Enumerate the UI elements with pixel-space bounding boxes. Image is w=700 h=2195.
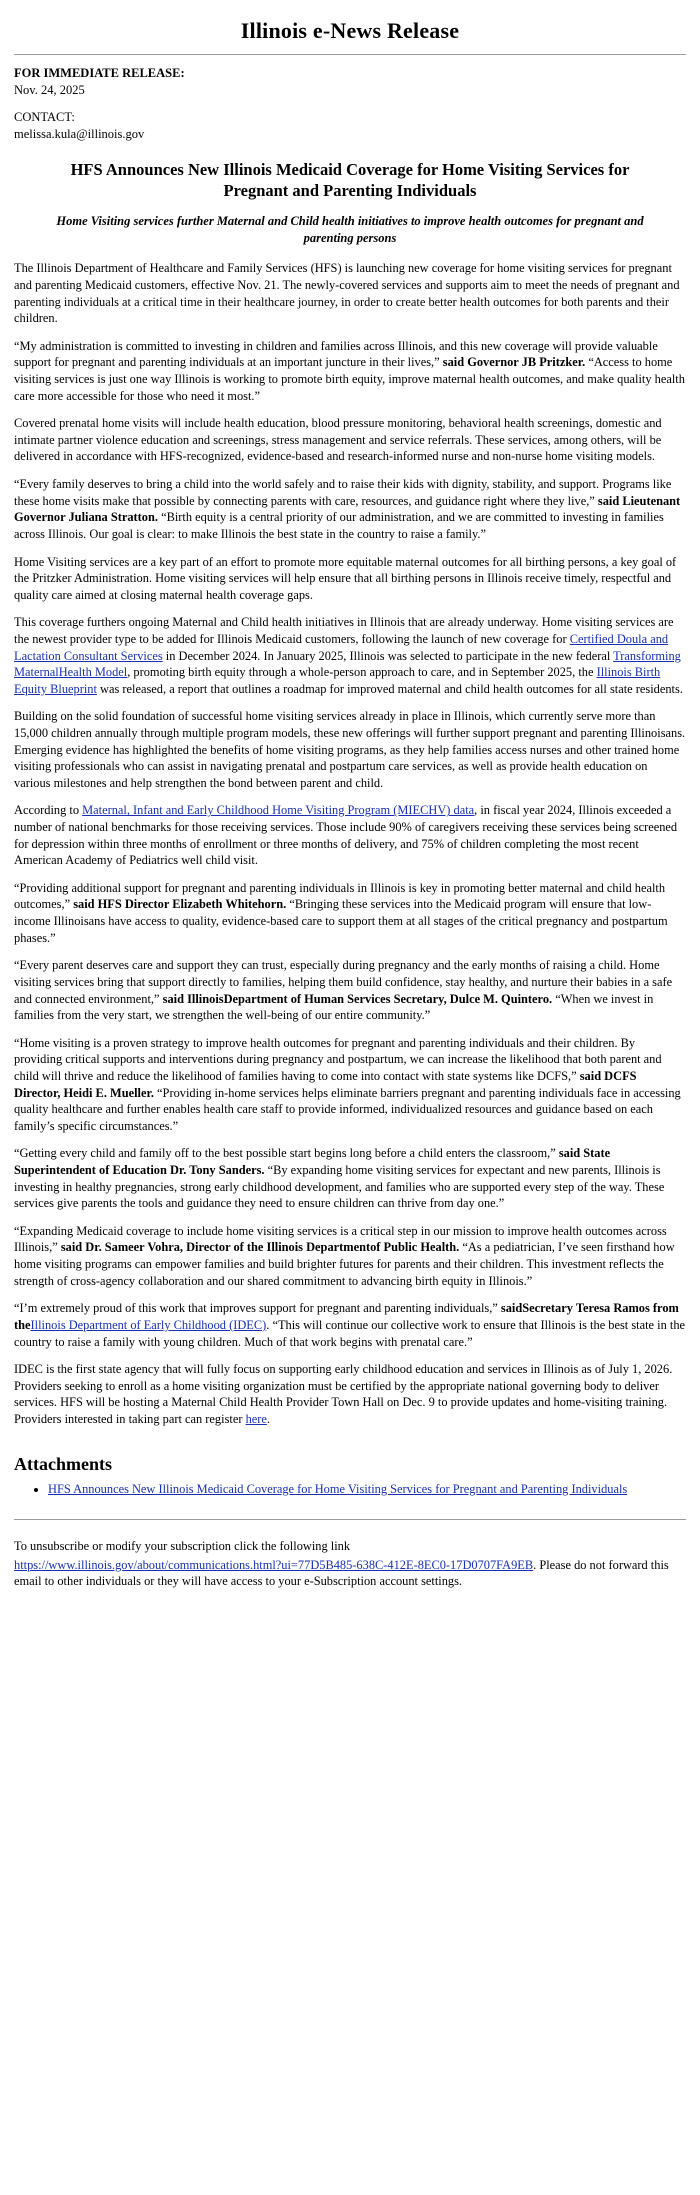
link-doula-lactation-services[interactable]: Certified Doula and Lactation Consultant Services xyxy=(14,631,669,663)
quote-text-mueller-part2: “Providing in-home services helps eliminate barriers pregnant and parenting individuals face in accessing quality healthcare and further enables health care staff to provide informed, individualized resources and guidance based on each family’s specific circumstances.” xyxy=(14,1085,681,1133)
release-date: Nov. 24, 2025 xyxy=(14,82,85,97)
quote-text-whitehorn-part2: “Bringing these services into the Medicaid program will ensure that low-income Illinoisans have access to quality, evidence-based care to support them at all stages of the critical pregnancy and postpartum phases.” xyxy=(14,897,668,945)
text-initiatives-part1: This coverage furthers ongoing Maternal and Child health initiatives in Illinois that are already underway. Home visiting services are the newest provider type to be added for Illinois Medicaid customers, following the launch of new coverage for xyxy=(14,615,674,646)
quote-text-ramos-part1: “I’m extremely proud of this work that improves support for pregnant and parenting individuals,” xyxy=(14,1301,501,1316)
paragraph-foundation: Building on the solid foundation of successful home visiting services already in place in Illinois, which currently serve more than 15,000 children annually through multiple program models, these new offerings will further support pregnant and parenting Illinoisans. Emerging evidence has highlighted the benefits of home visiting programs, as they help families access nurses and other trained home visiting professionals who can assist in navigating prenatal and postpartum care services, as well as provide health education on various milestones and help strengthen the bond between parent and child. xyxy=(14,709,686,790)
footer-divider xyxy=(14,1519,686,1520)
link-register-here[interactable]: here xyxy=(245,1411,267,1426)
text-provider-part1: Providers seeking to enroll as a home visiting organization must be certified by the appropriate national governing body to deliver services. HFS will be hosting a Maternal Child Health Provider Town Hall on Dec. 9 to provide updates and home-visiting training. Providers interested in taking part can register xyxy=(14,1378,668,1426)
quote-text-mueller-part1: “Home visiting is a proven strategy to improve health outcomes for pregnant and parenting individuals and their children. By providing critical supports and interventions during pregnancy and postpartum, we can increase the likelihood that both parent and child will thrive and reduce the likelihood of families having to come into contact with state systems like DCFS,” xyxy=(14,1035,662,1083)
link-idec[interactable]: Illinois Department of Early Childhood (IDEC) xyxy=(30,1317,267,1332)
attribution-ramos-line1: said xyxy=(500,1301,523,1316)
contact-label: CONTACT: xyxy=(14,109,75,124)
paragraph-provider-enrollment xyxy=(14,1378,686,1428)
attribution-quintero-line1: said Illinois xyxy=(162,991,224,1006)
paragraph-miechv xyxy=(14,802,686,868)
unsubscribe-line xyxy=(14,1557,686,1590)
paragraph-equitable-outcomes: Home Visiting services are a key part of an effort to promote more equitable maternal outcomes for all birthing persons, a key goal of the Pritzker Administration. Home visiting services will help ensure that all birthing persons in Illinois receive timely, respectful and quality care aimed at closing maternal health coverage gaps. xyxy=(14,554,677,602)
link-transforming-maternal-health-model-cont[interactable]: Health Model xyxy=(58,665,128,680)
paragraph-pritzker-quote xyxy=(14,338,686,404)
text-initiatives-part3: , promoting birth equity through a whole-person approach to care, and in September 2025, the xyxy=(127,665,597,680)
quote-text-vohra-part2: “As a pediatrician, I’ve seen firsthand how home visiting programs can empower families and build brighter futures for parents and their children. This investment reflects the strength of cross-agency collaboration and our shared commitment to advancing birth equity in Illinois.” xyxy=(14,1240,675,1288)
paragraph-covered-services: Covered prenatal home visits will include health education, blood pressure monitoring, behavioral health screenings, domestic and intimate partner violence education and screenings, stress management and service referrals. These services, among others, will be delivered in accordance with HFS-recognized, evidence-based and research-informed nurse and non-nurse home visiting models. xyxy=(14,416,662,464)
contact-block xyxy=(14,109,686,143)
list-item xyxy=(48,1481,686,1498)
headline: HFS Announces New Illinois Medicaid Coverage for Home Visiting Services for Pregnant and Parenting Individuals xyxy=(70,159,630,200)
release-date-block xyxy=(14,65,686,99)
release-label: FOR IMMEDIATE RELEASE: xyxy=(14,66,185,80)
quote-text-quintero-part2: “When we invest in families from the very start, we strengthen the well-being of our entire community.” xyxy=(14,991,654,1023)
attribution-sanders: said State Superintendent of Education Dr. Tony Sanders. xyxy=(14,1146,611,1178)
attribution-mueller: said DCFS Director, Heidi E. Mueller. xyxy=(14,1068,637,1100)
attribution-ramos-line2: Secretary Teresa Ramos from the xyxy=(14,1301,679,1332)
paragraph-vohra-quote xyxy=(14,1223,686,1289)
paragraph-mueller-quote xyxy=(14,1035,686,1135)
attachment-link[interactable]: HFS Announces New Illinois Medicaid Coverage for Home Visiting Services for Pregnant and Parenting Individuals xyxy=(48,1481,628,1496)
paragraph-ramos-quote xyxy=(14,1300,686,1350)
quote-text-whitehorn-part1: “Providing additional support for pregnant and parenting individuals in Illinois is key in promoting better maternal and child health outcomes,” xyxy=(14,880,666,912)
unsubscribe-intro: To unsubscribe or modify your subscription click the following link xyxy=(14,1539,351,1554)
quote-text-sanders-part2: “By expanding home visiting services for expectant and new parents, Illinois is investing in healthy pregnancies, strong early childhood development, and families who are supported every step of the way. These services give parents the tools and guidance they need to ensure children can thrive from day one.” xyxy=(14,1163,665,1211)
attribution-quintero-line2: Department of Human Services Secretary, Dulce M. Quintero. xyxy=(223,991,553,1006)
link-transforming-maternal-health-model[interactable]: Transforming Maternal xyxy=(14,648,681,680)
paragraph-ongoing-initiatives xyxy=(14,614,686,697)
paragraph-intro: The Illinois Department of Healthcare and Family Services (HFS) is launching new coverage for home visiting services for pregnant and parenting Medicaid customers, effective Nov. 21. The newly-covered services and supports aim to meet the needs of pregnant and parenting individuals at a critical time in their healthcare journey, in order to create better health outcomes for both parents and their children. xyxy=(14,261,680,326)
attachments-heading: Attachments xyxy=(14,1453,112,1474)
unsubscribe-link[interactable]: https://www.illinois.gov/about/communications.html?ui=77D5B485-638C-412E-8EC0- xyxy=(14,1557,451,1572)
attachments-list xyxy=(14,1481,686,1498)
paragraph-sanders-quote xyxy=(14,1145,686,1211)
page-title: Illinois e-News Release xyxy=(240,18,460,43)
quote-text-pritzker-part2: “Access to home visiting services is just one way Illinois is working to promote birth equity, improve maternal health outcomes, and make quality health care more accessible for those who need it most.” xyxy=(14,355,685,403)
link-miechv-data[interactable]: Maternal, Infant and Early Childhood Home Visiting Program (MIECHV) data xyxy=(82,803,475,818)
link-illinois-birth-equity-blueprint[interactable]: Illinois Birth Equity Blueprint xyxy=(14,665,661,696)
quote-text-vohra-part1: “Expanding Medicaid coverage to include home visiting services is a critical step in our mission to improve health outcomes across Illinois,” xyxy=(14,1223,667,1255)
text-miechv-part1: According to xyxy=(14,803,83,818)
footer-after-link: . Please do not forward this email to other individuals or they will have access to your e-Subscription account settings. xyxy=(14,1557,669,1589)
quote-text-stratton-part1: “Every family deserves to bring a child into the world safely and to raise their kids with dignity, stability, and support. Programs like these home visits make that possible by connecting parents with care, resources, and guidance right where they live,” xyxy=(14,477,672,508)
paragraph-quintero-quote xyxy=(14,957,686,1023)
paragraph-stratton-quote xyxy=(14,476,686,542)
quote-text-pritzker-part1: “My administration is committed to investing in children and families across Illinois, and this new coverage will provide valuable support for pregnant and parenting individuals at an important juncture in their lives,” xyxy=(14,338,658,370)
quote-text-stratton-part2: “Birth equity is a central priority of our administration, and we are committed to investing in families across Illinois. Our goal is clear: to make Illinois the best state in the country to raise a family.” xyxy=(14,510,664,541)
subheadline: Home Visiting services further Maternal and Child health initiatives to improve health outcomes for pregnant and parenting persons xyxy=(56,214,644,245)
paragraph-idec-agency: IDEC is the first state agency that will fully focus on supporting early childhood education and services in Illinois as of July 1, 2026. xyxy=(14,1362,673,1377)
attribution-whitehorn: said HFS Director Elizabeth Whitehorn. xyxy=(73,897,287,912)
text-provider-part2: . xyxy=(266,1411,270,1426)
attribution-pritzker: said Governor JB Pritzker. xyxy=(442,355,586,370)
attribution-stratton: said Lieutenant Governor Juliana Stratton. xyxy=(14,493,681,525)
text-initiatives-part2: in December 2024. In January 2025, Illinois was selected to participate in the new federal xyxy=(162,648,614,663)
attribution-vohra-line1: said Dr. Sameer Vohra, Director of the Illinois Department xyxy=(60,1240,371,1255)
text-initiatives-part4: was released, a report that outlines a roadmap for improved maternal and child health outcomes for all state residents. xyxy=(96,681,683,696)
quote-text-sanders-part1: “Getting every child and family off to the best possible start begins long before a child enters the classroom,” xyxy=(14,1146,559,1161)
quote-text-ramos-part2: . “This will continue our collective work to ensure that Illinois is the best state in the country to raise a family with young children. Much of that work begins with prenatal care.” xyxy=(14,1317,686,1349)
contact-email: melissa.kula@illinois.gov xyxy=(14,126,145,141)
header-divider xyxy=(14,54,686,55)
footer-block xyxy=(14,1538,686,1590)
paragraph-whitehorn-quote xyxy=(14,880,686,946)
quote-text-quintero-part1: “Every parent deserves care and support they can trust, especially during pregnancy and the early months of raising a child. Home visiting services bring that support directly to families, helping them build confidence, stay healthy, and nurture their babies in a safe and connected environment,” xyxy=(14,958,673,1006)
attribution-vohra-line2: of Public Health. xyxy=(370,1240,460,1255)
unsubscribe-link-cont[interactable]: 17D0707FA9EB xyxy=(450,1557,534,1572)
text-miechv-part2: , in fiscal year 2024, Illinois exceeded a number of national benchmarks for those receiving services. Those include 90% of caregivers receiving these services being screened for depression within three months of enrollment or three months of delivery, and 75% of children completing the most recent American Academy of Pediatrics well child visit. xyxy=(14,803,678,868)
